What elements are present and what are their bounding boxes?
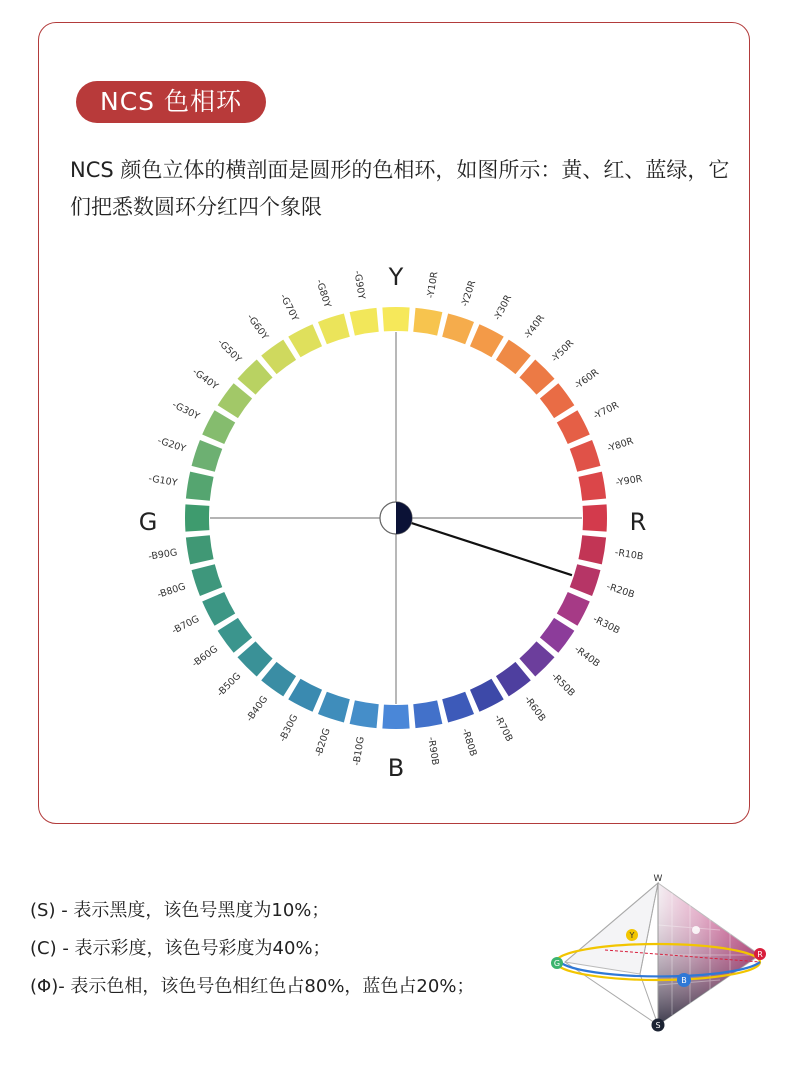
center-hub — [380, 502, 412, 534]
hue-label-y20r: -Y20R — [459, 279, 479, 308]
hue-segment-r — [583, 504, 607, 531]
hue-label-r80b: -R80B — [459, 727, 479, 758]
hue-segment-y20r — [442, 314, 474, 345]
hue-segment-y60r — [540, 383, 574, 418]
legend-item-hue: (Φ)- 表示色相，该色号色相红色占80%，蓝色占20%； — [30, 976, 475, 997]
hue-label-y10r: -Y10R — [425, 270, 441, 299]
hue-label-y60r: -Y60R — [572, 366, 602, 392]
hue-label-b40g: -B40G — [244, 693, 271, 724]
solid-marker-r — [754, 948, 766, 960]
hue-label-b80g: -B80G — [156, 581, 188, 601]
hue-segment-g40y — [218, 383, 252, 418]
hue-segment-r80b — [442, 692, 474, 723]
solid-label-w: W — [653, 874, 663, 884]
hue-segment-b70g — [202, 592, 235, 626]
hue-segment-y30r — [470, 324, 504, 357]
svg-text:Y: Y — [629, 931, 635, 940]
hue-segment-y90r — [578, 472, 606, 501]
hue-segment-r40b — [540, 618, 574, 653]
hue-label-r90b: -R90B — [425, 736, 441, 767]
hue-segment-y10r — [413, 308, 442, 336]
hue-label-g70y: -G70Y — [277, 292, 301, 324]
hue-segment-y40r — [496, 340, 531, 374]
ncs-color-solid-diagram — [540, 873, 780, 1043]
hue-segment-g20y — [192, 440, 223, 472]
hue-label-r70b: -R70B — [491, 713, 515, 744]
hue-segment-b40g — [261, 662, 296, 696]
hue-label-r50b: -R50B — [548, 670, 577, 699]
solid-face-left — [565, 883, 658, 974]
hue-segment-y70r — [557, 410, 590, 444]
hue-segment-r60b — [496, 662, 531, 696]
hue-pointer-line — [396, 518, 572, 575]
hue-segment-y80r — [570, 440, 601, 472]
hue-label-g90y: -G90Y — [351, 269, 367, 301]
hue-segment-g70y — [288, 324, 322, 357]
hue-label-y50r: -Y50R — [549, 337, 577, 365]
hue-segment-g30y — [202, 410, 235, 444]
hue-segment-b90g — [186, 535, 214, 564]
hue-label-g30y: -G30Y — [170, 399, 202, 423]
hue-label-b90g: -B90G — [147, 547, 179, 563]
hue-label-y90r: -Y90R — [615, 473, 644, 489]
hue-segment-y50r — [519, 359, 554, 394]
svg-text:R: R — [757, 950, 763, 959]
hue-label-b30g: -B30G — [277, 712, 301, 744]
pole-label-g: G — [138, 508, 158, 536]
hue-label-b10g: -B10G — [351, 735, 367, 767]
solid-marker-b — [677, 973, 691, 987]
hue-segment-g90y — [350, 308, 379, 336]
hue-label-r60b: -R60B — [521, 694, 548, 724]
legend-item-chromaticness: (C) - 表示彩度，该色号彩度为40%； — [30, 938, 331, 959]
hue-segment-r10b — [578, 535, 606, 564]
hue-label-y80r: -Y80R — [606, 435, 635, 455]
hue-label-g40y: -G40Y — [190, 366, 221, 393]
hue-segment-g50y — [237, 359, 272, 394]
hue-label-r30b: -R30B — [591, 613, 622, 637]
hue-segment-b30g — [288, 679, 322, 712]
hue-label-g20y: -G20Y — [156, 435, 188, 455]
hue-segment-g10y — [186, 472, 214, 501]
hue-label-b60g: -B60G — [190, 643, 221, 670]
hue-label-r20b: -R20B — [605, 581, 636, 601]
solid-marker-y — [626, 929, 638, 941]
hue-label-r40b: -R40B — [572, 643, 602, 670]
hue-segment-g60y — [261, 340, 296, 374]
pole-label-b: B — [387, 754, 405, 782]
pole-label-y: Y — [388, 263, 404, 291]
svg-text:S: S — [655, 1021, 661, 1030]
hue-segment-r20b — [570, 564, 601, 596]
hue-label-y30r: -Y30R — [492, 293, 515, 323]
hue-segment-r50b — [519, 641, 554, 676]
pole-label-r: R — [629, 508, 647, 536]
hue-segment-b10g — [350, 700, 379, 728]
hue-label-r10b: -R10B — [614, 547, 645, 563]
hue-segment-b60g — [218, 618, 252, 653]
hue-label-y70r: -Y70R — [591, 399, 621, 422]
hue-label-g80y: -G80Y — [313, 278, 333, 310]
hue-label-b70g: -B70G — [170, 613, 202, 637]
hue-label-y40r: -Y40R — [522, 312, 548, 342]
hue-label-g50y: -G50Y — [214, 336, 244, 366]
description-text: NCS 颜色立体的横剖面是圆形的色相环，如图所示：黄、红、蓝绿，它们把悉数圆环分红四个象限 — [70, 158, 730, 219]
solid-face-shade — [658, 883, 760, 1025]
hue-segment-b50g — [237, 641, 272, 676]
hue-segment-b80g — [192, 564, 223, 596]
legend-list — [30, 898, 474, 1012]
hue-segment-r90b — [413, 700, 442, 728]
hue-label-g60y: -G60Y — [244, 312, 271, 343]
hue-segment-y — [382, 307, 409, 331]
svg-text:G: G — [553, 959, 561, 968]
svg-text:B: B — [681, 976, 687, 985]
solid-marker-s — [652, 1019, 665, 1032]
hue-segment-g80y — [318, 314, 350, 345]
ncs-hue-wheel — [0, 250, 790, 810]
hue-label-b20g: -B20G — [313, 726, 333, 758]
hue-segment-b — [382, 705, 409, 729]
legend-item-blackness: (S) - 表示黑度，该色号黑度为10%； — [30, 900, 330, 921]
hue-label-b50g: -B50G — [214, 670, 244, 700]
hue-segment-b20g — [318, 692, 350, 723]
hue-segment-r30b — [557, 592, 590, 626]
hue-segment-g — [185, 504, 209, 531]
solid-highlight-dot — [692, 926, 700, 934]
hue-segment-r70b — [470, 679, 504, 712]
hue-label-g10y: -G10Y — [147, 473, 179, 489]
solid-marker-g — [551, 957, 563, 969]
section-title: NCS 色相环 — [76, 81, 266, 123]
